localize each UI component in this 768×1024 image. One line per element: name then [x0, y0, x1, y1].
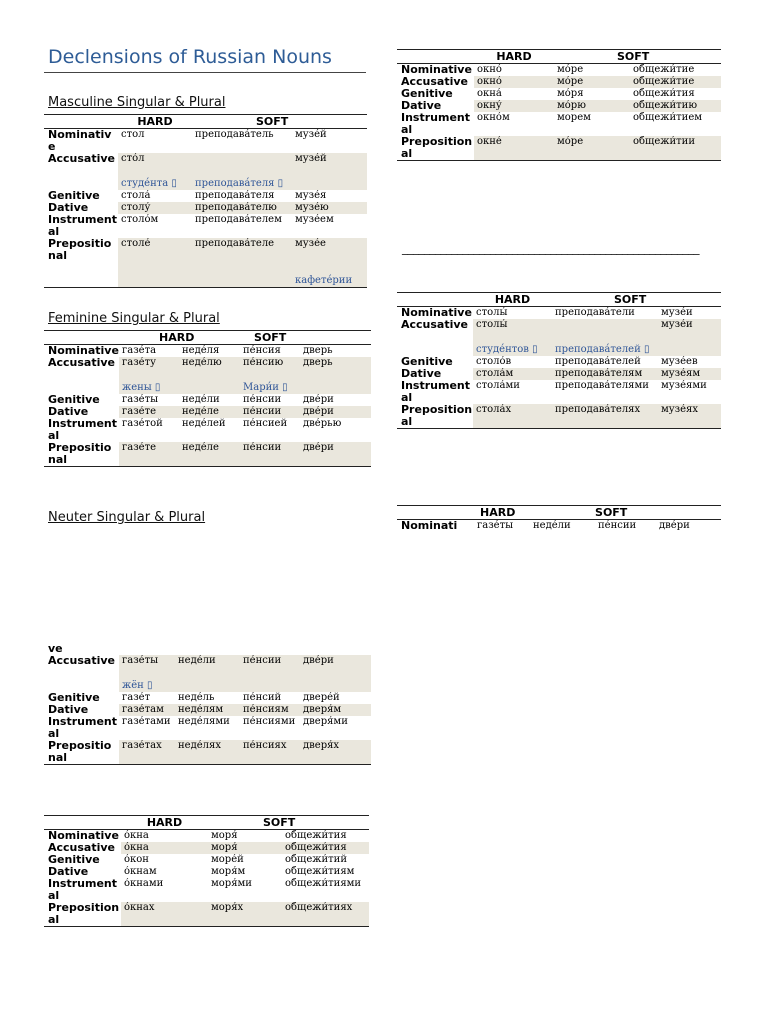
- case-label: [44, 262, 118, 288]
- table-cell: [300, 643, 371, 655]
- header-row: [44, 816, 369, 830]
- case-label: Dative: [397, 368, 473, 380]
- table-cell: газе́ту: [119, 357, 179, 369]
- table-row: [44, 238, 367, 262]
- table-cell: преподава́теля ▯: [192, 165, 292, 190]
- case-label: Nominative: [401, 63, 472, 76]
- table-cell: дверя́м: [300, 704, 371, 716]
- table-cell: море́й: [211, 854, 244, 865]
- feminine-heading: Feminine Singular & Plural: [48, 311, 220, 326]
- table-cell: газе́та: [122, 345, 157, 356]
- table-row: [397, 76, 721, 88]
- case-label: Accusative: [44, 842, 121, 854]
- table-row: [44, 704, 371, 716]
- table-cell: дверь: [300, 357, 371, 369]
- table-cell: две́ри: [300, 406, 371, 418]
- case-label: [44, 165, 118, 190]
- table-cell: [300, 369, 371, 394]
- table-cell: общежи́тия: [633, 88, 695, 99]
- column-header: HARD: [121, 816, 208, 830]
- table-row: [44, 369, 371, 394]
- table-cell: музе́й: [292, 153, 367, 165]
- table-cell: преподава́телей: [555, 356, 641, 367]
- table-row: [397, 64, 721, 77]
- table-row: [397, 331, 721, 356]
- table-cell: общежи́тию: [630, 100, 721, 112]
- case-label: Prepositional: [44, 442, 119, 467]
- case-label: Dative: [48, 866, 89, 878]
- table-cell: [240, 667, 300, 692]
- table-cell: неде́ли: [182, 394, 220, 405]
- table-cell: пе́нсиям: [240, 704, 300, 716]
- table-cell: неде́лей: [182, 418, 226, 429]
- column-header: HARD: [118, 115, 192, 129]
- table-cell: преподава́теле: [192, 238, 292, 262]
- table-cell: мо́ря: [557, 88, 584, 99]
- case-label: Accusative: [44, 655, 119, 667]
- column-header: [44, 115, 118, 129]
- case-label: Genitive: [401, 88, 453, 100]
- case-label: Prepositional: [44, 740, 119, 765]
- table-cell: моря́ми: [211, 878, 252, 889]
- header-row: [397, 293, 721, 307]
- table-row: [397, 307, 721, 320]
- feminine-plural-table: [397, 505, 721, 532]
- table-cell: столы́: [476, 307, 508, 318]
- table-cell: стола́м: [473, 368, 552, 380]
- table-cell: музе́ем: [295, 214, 334, 225]
- table-row: [397, 112, 721, 136]
- table-row: [44, 406, 371, 418]
- table-cell: общежи́тиях: [282, 902, 369, 927]
- table-cell: о́кна: [121, 842, 208, 854]
- feminine-plural-table-continued: [44, 643, 371, 765]
- table-cell: [192, 262, 292, 288]
- table-row: [44, 842, 369, 854]
- table-cell: столу́: [118, 202, 192, 214]
- masculine-singular-table: [44, 114, 367, 288]
- table-cell: стол: [121, 129, 145, 140]
- header-row: [397, 50, 721, 64]
- table-cell: столе́: [118, 238, 192, 262]
- table-cell: моря́м: [211, 866, 246, 877]
- table-cell: общежи́тие: [633, 64, 695, 75]
- case-label: Prepositional: [397, 136, 474, 161]
- table-row: [397, 100, 721, 112]
- table-row: [44, 854, 369, 866]
- table-cell: общежи́тие: [630, 76, 721, 88]
- table-cell: стола́: [121, 190, 151, 201]
- table-cell: жены ▯: [119, 369, 179, 394]
- table-cell: газе́там: [119, 704, 175, 716]
- case-label: [44, 667, 119, 692]
- table-cell: окно́: [477, 64, 502, 75]
- table-cell: музе́ев: [661, 356, 698, 367]
- table-cell: пе́нсии: [240, 655, 300, 667]
- case-label: Instrumental: [401, 380, 470, 404]
- table-cell: музе́и: [661, 307, 693, 318]
- case-label: Accusative: [44, 153, 118, 165]
- table-row: [44, 190, 367, 202]
- table-cell: неде́ли: [533, 520, 571, 531]
- table-cell: общежи́тия: [285, 830, 347, 841]
- case-label: Prepositional: [397, 404, 473, 429]
- table-cell: общежи́тиям: [285, 866, 355, 877]
- table-cell: две́ри: [300, 442, 371, 467]
- table-cell: пе́нсии: [598, 520, 637, 531]
- table-cell: [292, 165, 367, 190]
- header-row: [44, 331, 371, 345]
- column-header: [397, 293, 473, 307]
- table-cell: пе́нсий: [243, 692, 282, 703]
- table-row: [44, 202, 367, 214]
- table-cell: мо́рю: [554, 100, 630, 112]
- table-cell: сто́л: [118, 153, 192, 165]
- table-cell: [175, 643, 240, 655]
- title-rule: [44, 72, 366, 73]
- table-cell: столо́м: [121, 214, 159, 225]
- table-cell: [179, 369, 240, 394]
- table-cell: [119, 643, 175, 655]
- table-cell: преподава́телями: [555, 380, 649, 391]
- table-cell: стола́х: [473, 404, 552, 429]
- table-cell: преподава́телям: [552, 368, 658, 380]
- table-cell: [192, 153, 292, 165]
- case-label: Genitive: [48, 190, 100, 202]
- table-cell: общежи́тия: [282, 842, 369, 854]
- table-cell: Мари́и ▯: [240, 369, 300, 394]
- table-cell: газе́ты: [477, 520, 514, 531]
- table-row: [44, 442, 371, 467]
- table-cell: музе́ями: [661, 380, 707, 391]
- table-cell: музе́й: [295, 129, 327, 140]
- table-cell: дверь: [303, 345, 333, 356]
- table-cell: пе́нсию: [240, 357, 300, 369]
- masculine-plural-table: [397, 292, 721, 429]
- table-cell: столо́в: [476, 356, 512, 367]
- case-label: Nominative: [401, 306, 472, 319]
- table-row: [397, 520, 721, 533]
- table-row: [44, 878, 369, 902]
- table-cell: моря́: [208, 842, 282, 854]
- case-label: Nominative: [48, 128, 112, 153]
- table-cell: преподава́теля: [195, 190, 275, 201]
- table-cell: о́кнам: [124, 866, 157, 877]
- case-label: Instrumental: [48, 878, 117, 902]
- table-cell: газе́те: [119, 406, 179, 418]
- case-label: Dative: [397, 100, 474, 112]
- column-header: SOFT: [240, 331, 371, 345]
- header-row: [44, 115, 367, 129]
- table-row: [44, 129, 367, 154]
- case-label: ve: [48, 643, 63, 655]
- table-cell: кафете́рии: [292, 262, 367, 288]
- column-header: [397, 50, 474, 64]
- table-cell: окну́: [474, 100, 554, 112]
- page-title: Declensions of Russian Nouns: [48, 46, 332, 68]
- neuter-heading: Neuter Singular & Plural: [48, 510, 206, 525]
- column-header: HARD: [474, 506, 595, 520]
- column-header: SOFT: [552, 293, 721, 307]
- neuter-plural-table: [44, 815, 369, 927]
- case-label: Dative: [44, 202, 118, 214]
- table-cell: пе́нсиях: [240, 740, 300, 765]
- case-label: Instrumental: [401, 112, 470, 136]
- case-label: Genitive: [401, 356, 453, 368]
- table-cell: преподава́телю: [192, 202, 292, 214]
- table-cell: неде́лям: [175, 704, 240, 716]
- table-row: [44, 165, 367, 190]
- table-row: [44, 418, 371, 442]
- feminine-singular-table: [44, 330, 371, 467]
- table-cell: [300, 667, 371, 692]
- table-cell: окна́: [477, 88, 502, 99]
- table-cell: музе́е: [292, 238, 367, 262]
- column-header: HARD: [473, 293, 552, 307]
- column-header: [44, 816, 121, 830]
- table-cell: две́ри: [303, 394, 334, 405]
- column-header: HARD: [119, 331, 240, 345]
- table-cell: дверя́ми: [303, 716, 348, 727]
- masculine-heading: Masculine Singular & Plural: [48, 95, 226, 110]
- table-row: [397, 136, 721, 161]
- table-cell: музе́и: [658, 319, 721, 331]
- case-label: Instrumental: [48, 214, 117, 238]
- case-label: Instrumental: [48, 418, 117, 442]
- table-cell: газе́тами: [122, 716, 171, 727]
- table-cell: студе́нтов ▯: [473, 331, 552, 356]
- table-cell: неде́ле: [179, 442, 240, 467]
- column-header: SOFT: [192, 115, 367, 129]
- table-row: [44, 902, 369, 927]
- table-cell: газе́ты: [119, 655, 175, 667]
- table-row: [397, 368, 721, 380]
- table-row: [44, 214, 367, 238]
- table-row: [44, 740, 371, 765]
- table-cell: морем: [557, 112, 591, 123]
- table-cell: газе́те: [119, 442, 179, 467]
- table-cell: о́кнах: [121, 902, 208, 927]
- table-row: [397, 88, 721, 100]
- case-label: Nominati: [401, 519, 458, 532]
- case-label: Dative: [44, 406, 119, 418]
- table-cell: неде́ля: [182, 345, 220, 356]
- table-row: [44, 357, 371, 369]
- table-cell: преподава́телей ▯: [552, 331, 658, 356]
- table-cell: мо́ре: [554, 136, 630, 161]
- header-row: [397, 506, 721, 520]
- table-cell: моря́: [211, 830, 238, 841]
- column-header: [397, 506, 474, 520]
- table-row: [44, 830, 369, 843]
- table-cell: студе́нта ▯: [118, 165, 192, 190]
- table-cell: газе́тах: [119, 740, 175, 765]
- table-cell: пе́нсии: [240, 442, 300, 467]
- table-cell: [175, 667, 240, 692]
- table-cell: две́ри: [659, 520, 690, 531]
- table-row: [44, 394, 371, 406]
- table-cell: дверя́х: [300, 740, 371, 765]
- case-label: [44, 369, 119, 394]
- table-cell: преподава́тели: [555, 307, 635, 318]
- table-cell: [118, 262, 192, 288]
- column-header: SOFT: [208, 816, 369, 830]
- section-divider: ______________________________________________________: [402, 241, 699, 255]
- case-label: Accusative: [44, 357, 119, 369]
- table-row: [44, 262, 367, 288]
- table-cell: две́ри: [300, 655, 371, 667]
- table-cell: пе́нсии: [243, 394, 282, 405]
- table-cell: двере́й: [303, 692, 340, 703]
- table-cell: музе́я: [295, 190, 327, 201]
- table-cell: музе́ях: [658, 404, 721, 429]
- table-cell: общежи́тий: [285, 854, 347, 865]
- table-cell: общежи́тиями: [285, 878, 362, 889]
- table-cell: окне́: [474, 136, 554, 161]
- table-cell: [552, 319, 658, 331]
- table-row: [44, 643, 371, 655]
- case-label: Genitive: [48, 394, 100, 406]
- table-row: [397, 356, 721, 368]
- case-label: Accusative: [397, 76, 474, 88]
- table-row: [397, 319, 721, 331]
- case-label: Dative: [44, 704, 119, 716]
- table-row: [44, 153, 367, 165]
- table-cell: мо́ре: [557, 64, 584, 75]
- case-label: Genitive: [48, 854, 100, 866]
- case-label: Genitive: [48, 692, 100, 704]
- column-header: SOFT: [595, 506, 721, 520]
- table-row: [44, 345, 371, 358]
- table-cell: окно́м: [477, 112, 510, 123]
- table-row: [44, 716, 371, 740]
- table-cell: [658, 331, 721, 356]
- case-label: Accusative: [397, 319, 473, 331]
- table-cell: газе́ты: [122, 394, 159, 405]
- column-header: HARD: [474, 50, 554, 64]
- table-cell: музе́ю: [292, 202, 367, 214]
- table-cell: жён ▯: [119, 667, 175, 692]
- table-cell: стола́ми: [476, 380, 520, 391]
- table-cell: неде́ле: [179, 406, 240, 418]
- table-cell: неде́ли: [175, 655, 240, 667]
- table-row: [44, 866, 369, 878]
- table-row: [44, 655, 371, 667]
- table-cell: преподава́телях: [552, 404, 658, 429]
- table-cell: пе́нсиями: [243, 716, 296, 727]
- table-cell: моря́х: [208, 902, 282, 927]
- table-cell: преподава́тель: [195, 129, 274, 140]
- table-cell: газе́той: [122, 418, 163, 429]
- case-label: Instrumental: [48, 716, 117, 740]
- table-cell: преподава́телем: [195, 214, 282, 225]
- table-cell: неде́лю: [179, 357, 240, 369]
- table-cell: неде́лями: [178, 716, 230, 727]
- table-cell: пе́нсией: [243, 418, 288, 429]
- table-cell: пе́нсии: [240, 406, 300, 418]
- table-row: [397, 380, 721, 404]
- table-cell: о́кна: [124, 830, 149, 841]
- table-cell: неде́лях: [175, 740, 240, 765]
- table-cell: газе́т: [122, 692, 151, 703]
- table-cell: общежи́тием: [633, 112, 703, 123]
- table-cell: музе́ям: [658, 368, 721, 380]
- case-label: Nominative: [48, 829, 119, 842]
- table-cell: о́кон: [124, 854, 149, 865]
- neuter-singular-table: [397, 49, 721, 161]
- column-header: SOFT: [554, 50, 721, 64]
- table-row: [44, 667, 371, 692]
- table-row: [44, 692, 371, 704]
- case-label: Nominative: [48, 344, 119, 357]
- table-cell: о́кнами: [124, 878, 164, 889]
- table-cell: общежи́тии: [630, 136, 721, 161]
- table-cell: [240, 643, 300, 655]
- table-cell: мо́ре: [554, 76, 630, 88]
- table-cell: неде́ль: [178, 692, 215, 703]
- table-cell: столы́: [473, 319, 552, 331]
- table-cell: окно́: [474, 76, 554, 88]
- table-cell: пе́нсия: [243, 345, 281, 356]
- table-cell: две́рью: [303, 418, 342, 429]
- case-label: Prepositional: [44, 902, 121, 927]
- table-row: [397, 404, 721, 429]
- case-label: Prepositional: [44, 238, 118, 262]
- case-label: [397, 331, 473, 356]
- column-header: [44, 331, 119, 345]
